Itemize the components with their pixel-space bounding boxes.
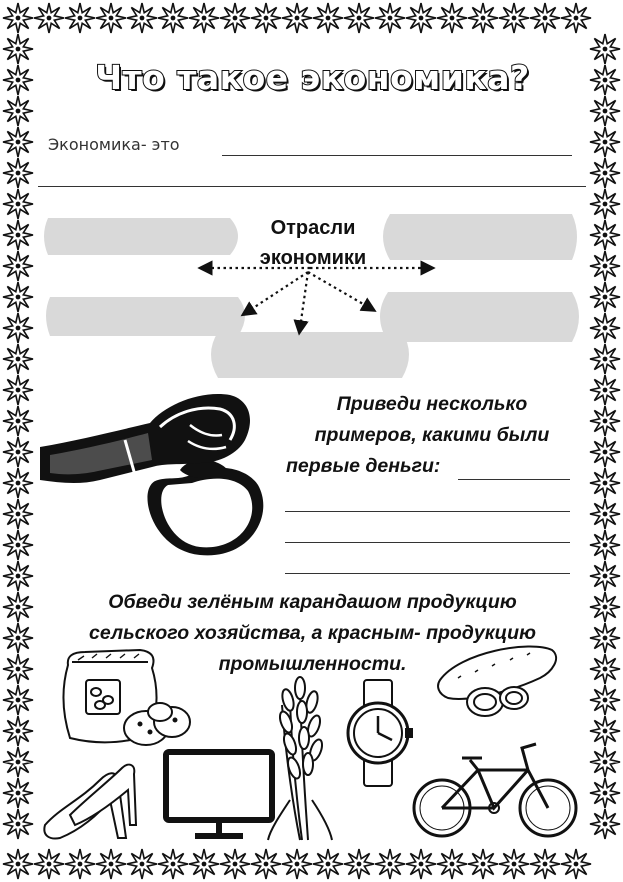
products-pictures bbox=[0, 640, 623, 850]
border-star-icon bbox=[406, 849, 436, 879]
border-star-icon bbox=[530, 849, 560, 879]
border-star-icon bbox=[499, 3, 529, 33]
border-star-icon bbox=[468, 3, 498, 33]
border-star-icon bbox=[530, 3, 560, 33]
border-star-icon bbox=[590, 561, 620, 591]
sector-answer-shape-top-right[interactable] bbox=[383, 214, 577, 260]
border-star-icon bbox=[561, 849, 591, 879]
border-star-icon bbox=[344, 849, 374, 879]
border-star-icon bbox=[65, 3, 95, 33]
border-star-icon bbox=[158, 849, 188, 879]
border-star-icon bbox=[590, 65, 620, 95]
border-star-icon bbox=[65, 849, 95, 879]
border-star-icon bbox=[3, 561, 33, 591]
high-heel-shoes-picture bbox=[44, 765, 136, 839]
border-star-icon bbox=[3, 437, 33, 467]
border-star-icon bbox=[468, 849, 498, 879]
border-star-icon bbox=[189, 849, 219, 879]
sector-answer-shape-mid-left[interactable] bbox=[46, 297, 245, 336]
border-star-icon bbox=[96, 3, 126, 33]
definition-answer-line[interactable] bbox=[222, 155, 572, 156]
border-star-icon bbox=[313, 3, 343, 33]
money-task-line-3: первые деньги: bbox=[286, 455, 441, 477]
border-star-icon bbox=[251, 849, 281, 879]
border-star-icon bbox=[3, 158, 33, 188]
cucumber-picture bbox=[438, 647, 556, 716]
color-task-line-3: промышленности. bbox=[218, 653, 407, 675]
sector-answer-shape-bottom[interactable] bbox=[211, 332, 409, 378]
money-task-line-1: Приведи несколько bbox=[336, 393, 528, 415]
money-bag-hand-picture bbox=[40, 385, 280, 565]
border-star-icon bbox=[34, 849, 64, 879]
border-star-icon bbox=[590, 158, 620, 188]
money-answer-line-1[interactable] bbox=[458, 479, 570, 480]
border-star-icon bbox=[590, 499, 620, 529]
border-star-icon bbox=[499, 849, 529, 879]
border-star-icon bbox=[437, 3, 467, 33]
sectors-title-line-2: экономики bbox=[259, 247, 367, 269]
money-task-line-2: примеров, какими были bbox=[314, 424, 550, 446]
border-star-icon bbox=[590, 34, 620, 64]
border-star-icon bbox=[158, 3, 188, 33]
money-task bbox=[282, 389, 582, 482]
border-star-icon bbox=[282, 3, 312, 33]
worksheet-title: Что такое экономика? bbox=[95, 58, 530, 97]
definition-label: Экономика- это bbox=[48, 135, 180, 154]
border-star-icon bbox=[590, 406, 620, 436]
monitor-picture bbox=[166, 752, 272, 836]
border-star-icon bbox=[3, 530, 33, 560]
border-star-icon bbox=[127, 3, 157, 33]
border-star-icon bbox=[96, 849, 126, 879]
border-star-icon bbox=[3, 3, 33, 33]
sectors-title-line-1: Отрасли bbox=[270, 217, 356, 239]
border-star-icon bbox=[220, 3, 250, 33]
money-answer-line-3[interactable] bbox=[285, 542, 570, 543]
color-task-line-1: Обведи зелёным карандашом продукцию bbox=[108, 591, 517, 613]
border-star-icon bbox=[406, 3, 436, 33]
border-star-icon bbox=[3, 468, 33, 498]
money-answer-line-4[interactable] bbox=[285, 573, 570, 574]
border-star-icon bbox=[282, 849, 312, 879]
border-star-icon bbox=[590, 96, 620, 126]
wheat-ears-picture bbox=[268, 677, 332, 840]
sectors-title bbox=[238, 213, 388, 273]
money-answer-line-2[interactable] bbox=[285, 511, 570, 512]
sector-answer-shape-top-left[interactable] bbox=[44, 218, 238, 255]
border-star-icon bbox=[3, 592, 33, 622]
border-star-icon bbox=[251, 3, 281, 33]
border-star-icon bbox=[220, 849, 250, 879]
definition-answer-line-2[interactable] bbox=[38, 186, 586, 187]
border-star-icon bbox=[375, 849, 405, 879]
border-star-icon bbox=[344, 3, 374, 33]
border-star-icon bbox=[189, 3, 219, 33]
border-star-icon bbox=[3, 96, 33, 126]
border-star-icon bbox=[437, 849, 467, 879]
border-star-icon bbox=[313, 849, 343, 879]
bicycle-picture bbox=[414, 744, 576, 836]
border-star-icon bbox=[3, 849, 33, 879]
border-star-icon bbox=[590, 530, 620, 560]
border-star-icon bbox=[3, 127, 33, 157]
border-star-icon bbox=[3, 65, 33, 95]
border-star-icon bbox=[590, 592, 620, 622]
border-star-icon bbox=[375, 3, 405, 33]
border-star-icon bbox=[127, 849, 157, 879]
border-star-icon bbox=[590, 437, 620, 467]
border-star-icon bbox=[3, 499, 33, 529]
sector-answer-shape-mid-right[interactable] bbox=[380, 292, 579, 342]
border-star-icon bbox=[590, 468, 620, 498]
border-star-icon bbox=[34, 3, 64, 33]
color-task-line-2: сельского хозяйства, а красным- продукцию bbox=[89, 622, 536, 644]
wristwatch-picture bbox=[348, 680, 412, 786]
border-star-icon bbox=[590, 127, 620, 157]
border-star-icon bbox=[3, 34, 33, 64]
border-star-icon bbox=[561, 3, 591, 33]
border-star-icon bbox=[3, 406, 33, 436]
